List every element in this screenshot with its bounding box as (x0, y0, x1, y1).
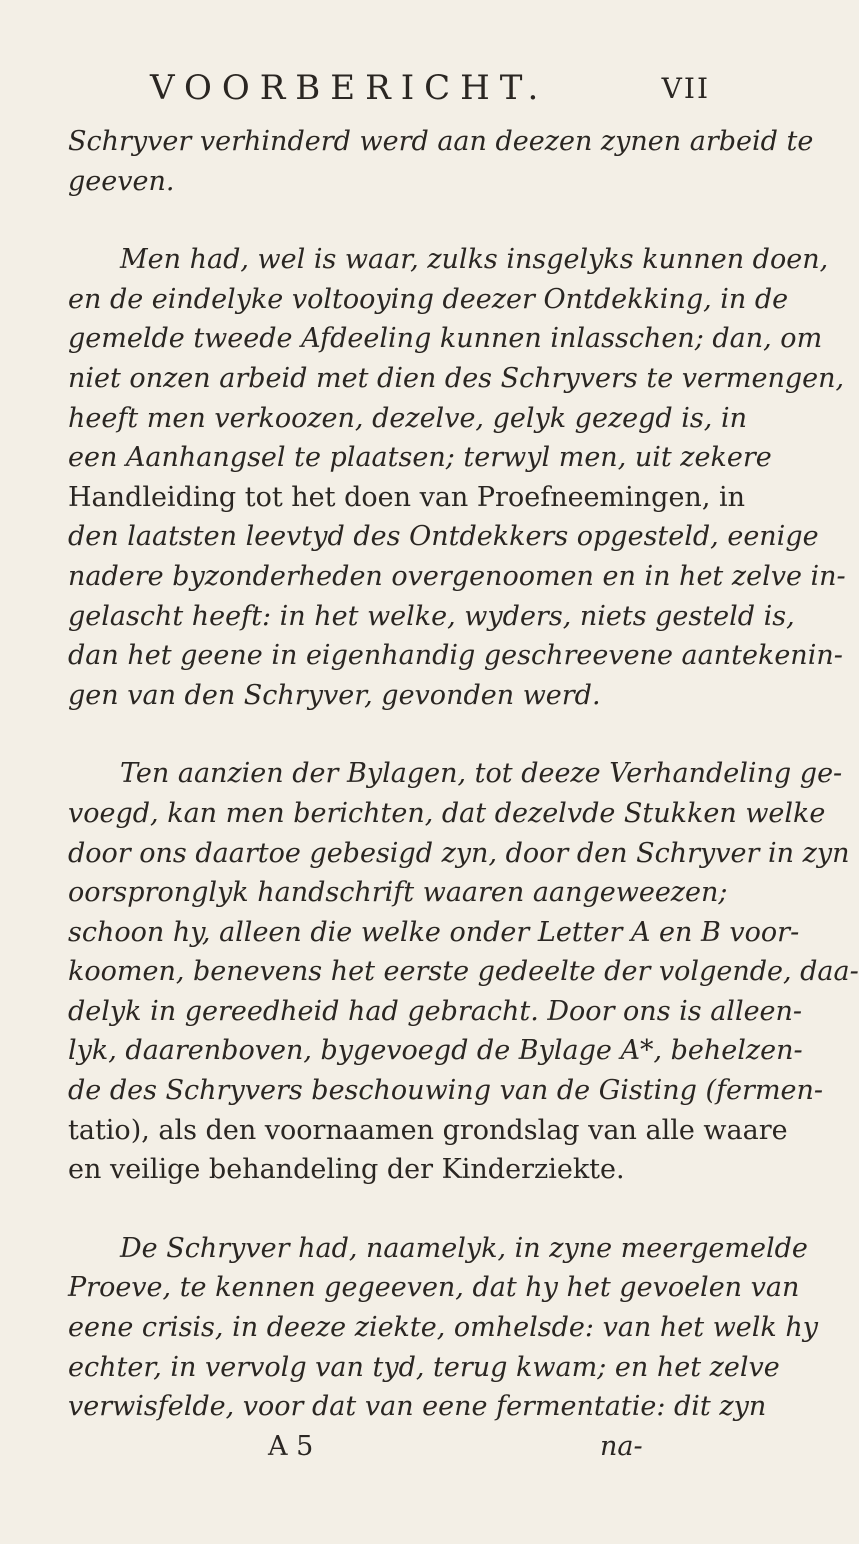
page-number: VII (661, 72, 710, 105)
text-line: nadere byzonderheden overgenoomen en in het zelve in- (68, 560, 846, 592)
page-header (150, 68, 710, 118)
text-line: en veilige behandeling der Kinderziekte. (68, 1154, 625, 1186)
text-line: Ten aanzien der Bylagen, tot deeze Verhandeling ge- (120, 758, 843, 790)
paragraph-2 (68, 240, 846, 715)
text-line: De Schryver had, naamelyk, in zyne meergemelde (120, 1232, 808, 1264)
page-footer (68, 1427, 718, 1467)
text-line: Proeve, te kennen gegeeven, dat hy het gevoelen van (68, 1272, 800, 1304)
paragraph-1 (68, 122, 814, 201)
text-line: Schryver verhinderd werd aan deezen zynen arbeid te (68, 126, 814, 157)
signature-mark: A 5 (268, 1430, 314, 1462)
text-line: een Aanhangsel te plaatsen; terwyl men, uit zekere (68, 442, 772, 474)
text-line: voegd, kan men berichten, dat dezelvde Stukken welke (68, 797, 826, 829)
text-line: oorspronglyk handschrift waaren aangeweezen; (68, 877, 728, 909)
text-line: lyk, daarenboven, bygevoegd de Bylage A*, behelzen- (68, 1035, 803, 1067)
text-line: Handleiding tot het doen van Proefneemingen, in (68, 481, 746, 513)
text-line: geeven. (68, 165, 175, 197)
text-line: Men had, wel is waar, zulks insgelyks kunnen doen, (120, 244, 829, 276)
text-line: koomen, benevens het eerste gedeelte der volgende, daa- (68, 956, 859, 988)
running-head: VOORBERICHT. (150, 68, 549, 108)
text-line: delyk in gereedheid had gebracht. Door ons is alleen- (68, 995, 803, 1027)
paragraph-4 (68, 1229, 819, 1427)
text-line: gelascht heeft: in het welke, wyders, niets gesteld is, (68, 600, 795, 632)
text-line: schoon hy, alleen die welke onder Letter A en B voor- (68, 916, 800, 948)
text-line: tatio), als den voornaamen grondslag van alle waare (68, 1114, 788, 1146)
paragraph-3 (68, 754, 859, 1190)
text-line: eene crisis, in deeze ziekte, omhelsde: van het welk hy (68, 1312, 819, 1344)
text-line: verwisfelde, voor dat van eene fermentatie: dit zyn (68, 1391, 767, 1423)
text-line: gen van den Schryver, gevonden werd. (68, 679, 601, 711)
text-line: dan het geene in eigenhandig geschreevene aantekenin- (68, 640, 843, 672)
catchword: na- (600, 1430, 643, 1462)
text-line: den laatsten leevtyd des Ontdekkers opgesteld, eenige (68, 521, 819, 553)
text-line: echter, in vervolg van tyd, terug kwam; en het zelve (68, 1351, 780, 1383)
text-line: door ons daartoe gebesigd zyn, door den Schryver in zyn (68, 837, 850, 869)
text-line: gemelde tweede Afdeeling kunnen inlasschen; dan, om (68, 323, 823, 355)
body-text (68, 122, 859, 1466)
text-line: niet onzen arbeid met dien des Schryvers te vermengen, (68, 362, 845, 394)
text-line: de des Schryvers beschouwing van de Gisting (fermen- (68, 1075, 824, 1107)
text-line: en de eindelyke voltooying deezer Ontdekking, in de (68, 283, 789, 315)
text-line: heeft men verkoozen, dezelve, gelyk gezegd is, in (68, 402, 747, 434)
